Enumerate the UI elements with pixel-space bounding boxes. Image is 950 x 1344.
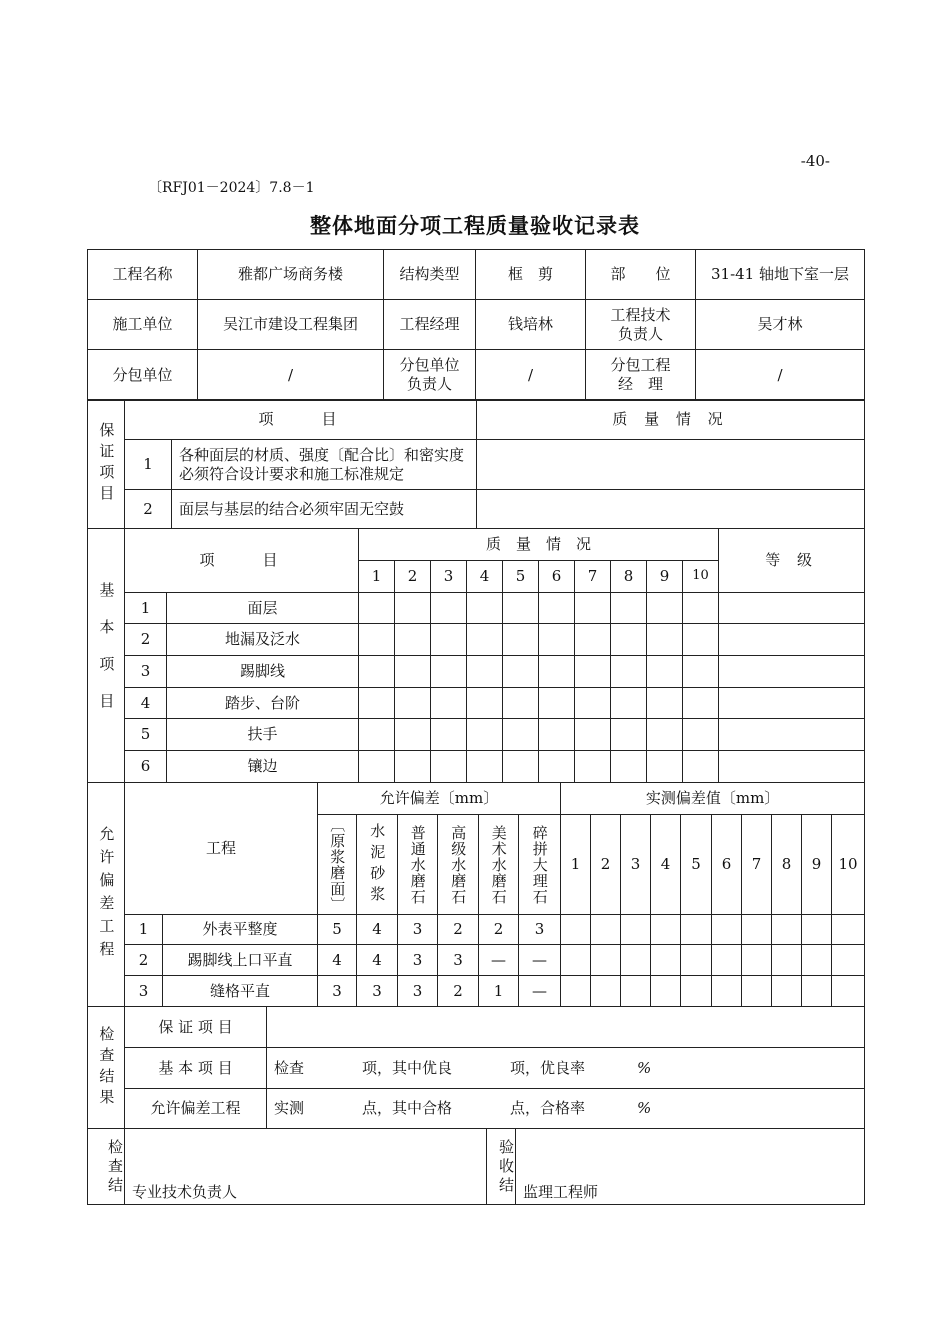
material-header: 高级水磨石 [438,815,479,915]
allowed-value: 3 [398,976,438,1007]
basic-col-header: 1 [359,561,395,593]
subcontractor-value: / [198,350,384,401]
allowed-value: 2 [479,915,519,945]
allowed-value: 1 [479,976,519,1007]
material-header: 〔原浆磨面〕 [318,815,357,915]
table-row [88,976,865,1007]
location-value: 31-41 轴地下室一层 [696,250,865,300]
basic-item-name: 镶边 [167,751,359,783]
basic-col-header: 5 [503,561,539,593]
allowed-value: 3 [318,976,357,1007]
allowed-value: 3 [357,976,398,1007]
basic-col-header: 9 [647,561,683,593]
basic-grade-header: 等 级 [719,529,865,593]
allowed-value: 3 [519,915,561,945]
guarantee-item-no: 1 [125,440,172,490]
measure-col-header: 2 [591,815,621,915]
table-row [88,751,865,783]
basic-quality-header: 质 量 情 况 [359,529,719,561]
guarantee-quality-cell [477,440,865,490]
check-conclusion-label: 检查结 [88,1129,125,1205]
basic-item-name: 地漏及泛水 [167,624,359,656]
measure-col-header: 7 [742,815,772,915]
allowed-value: — [519,945,561,976]
check-basic-summary [267,1048,865,1089]
measure-col-header: 10 [832,815,865,915]
basic-col-header: 7 [575,561,611,593]
allowed-value: 5 [318,915,357,945]
sub-lead-value: / [476,350,586,401]
measure-col-header: 3 [621,815,651,915]
guarantee-item-header: 项 目 [125,400,477,440]
measure-col-header: 9 [802,815,832,915]
check-basic-b: 项，其中优良 [362,1058,453,1077]
allowed-value: 2 [438,976,479,1007]
tech-lead-value: 吴才林 [696,300,865,350]
check-basic-a: 检查 [274,1058,305,1077]
measure-col-header: 8 [772,815,802,915]
signoff-table [87,1128,865,1205]
check-result-section-label: 检查结果 [88,1007,125,1129]
basic-item-name: 踢脚线 [167,656,359,688]
check-basic-pct: % [637,1058,652,1077]
material-header: 碎拼大理石 [519,815,561,915]
project-name-label: 工程名称 [88,250,198,300]
material-header: 水泥砂浆 [357,815,398,915]
supervisor-signature: 监理工程师 [516,1129,865,1205]
basic-item-no: 4 [125,688,167,719]
basic-col-header: 8 [611,561,647,593]
tolerance-item-no: 3 [125,976,163,1007]
basic-item-no: 3 [125,656,167,688]
check-tolerance-pct: % [637,1099,652,1118]
check-tolerance-summary [267,1089,865,1129]
tolerance-item-no: 2 [125,945,163,976]
allowed-value: 2 [438,915,479,945]
measured-deviation-header: 实测偏差值〔mm〕 [561,783,865,815]
tech-person-signature: 专业技术负责人 [125,1129,487,1205]
tolerance-item-name: 缝格平直 [163,976,318,1007]
basic-item-no: 5 [125,719,167,751]
tolerance-section-label: 允许偏差工程 [88,783,125,1007]
acceptance-conclusion-label: 验收结 [487,1129,516,1205]
allowed-value: 3 [398,915,438,945]
basic-col-header: 6 [539,561,575,593]
guarantee-quality-header: 质 量 情 况 [477,400,865,440]
basic-item-no: 6 [125,751,167,783]
check-tolerance-b: 点，其中合格 [362,1099,453,1118]
contractor-value: 吴江市建设工程集团 [198,300,384,350]
table-row [88,593,865,624]
allowed-value: — [479,945,519,976]
material-header: 普通水磨石 [398,815,438,915]
allowed-value: 3 [438,945,479,976]
basic-item-name: 面层 [167,593,359,624]
sub-lead-label: 分包单位负责人 [384,350,476,401]
basic-item-name: 扶手 [167,719,359,751]
project-manager-value: 钱培林 [476,300,586,350]
measure-col-header: 1 [561,815,591,915]
guarantee-item-text: 面层与基层的结合必须牢固无空鼓 [172,490,477,529]
allowed-value: 4 [357,945,398,976]
subcontractor-label: 分包单位 [88,350,198,401]
tolerance-item-name: 踢脚线上口平直 [163,945,318,976]
check-result-table [87,1006,865,1129]
check-tolerance-a: 实测 [274,1099,305,1118]
tolerance-item-no: 1 [125,915,163,945]
tech-lead-label: 工程技术负责人 [586,300,696,350]
table-row [88,945,865,976]
standard-code: 〔RFJ01－2024〕7.8－1 [148,180,315,196]
contractor-label: 施工单位 [88,300,198,350]
guarantee-item-no: 2 [125,490,172,529]
table-row [88,688,865,719]
sub-manager-label: 分包工程经 理 [586,350,696,401]
measure-col-header: 6 [712,815,742,915]
guarantee-item-text: 各种面层的材质、强度〔配合比〕和密实度必须符合设计要求和施工标准规定 [172,440,477,490]
sub-manager-value: / [696,350,865,401]
check-basic-label: 基 本 项 目 [125,1048,267,1089]
table-row [88,719,865,751]
basic-section-label: 基本项目 [88,529,125,783]
allowed-deviation-header: 允许偏差〔mm〕 [318,783,561,815]
structure-type-label: 结构类型 [384,250,476,300]
check-tolerance-c: 点，合格率 [510,1099,586,1118]
table-row [88,915,865,945]
project-manager-label: 工程经理 [384,300,476,350]
basic-col-header: 4 [467,561,503,593]
basic-col-header: 10 [683,561,719,593]
allowed-value: 4 [318,945,357,976]
basic-table [87,528,865,783]
tolerance-table [87,782,865,1007]
guarantee-section-label: 保证项目 [88,400,125,529]
guarantee-quality-cell [477,490,865,529]
table-row [88,656,865,688]
tolerance-item-name: 外表平整度 [163,915,318,945]
basic-item-header: 项 目 [125,529,359,593]
measure-col-header: 4 [651,815,681,915]
check-tolerance-label: 允许偏差工程 [125,1089,267,1129]
basic-item-no: 2 [125,624,167,656]
allowed-value: — [519,976,561,1007]
allowed-value: 4 [357,915,398,945]
basic-col-header: 3 [431,561,467,593]
check-guarantee-label: 保 证 项 目 [125,1007,267,1048]
structure-type-value: 框 剪 [476,250,586,300]
table-row [88,624,865,656]
guarantee-table [87,399,865,529]
project-name-value: 雅都广场商务楼 [198,250,384,300]
page-number: -40- [800,152,830,170]
document-title: 整体地面分项工程质量验收记录表 [310,214,640,238]
check-guarantee-value [267,1007,865,1048]
measure-col-header: 5 [681,815,712,915]
material-header: 美术水磨石 [479,815,519,915]
check-basic-c: 项，优良率 [510,1058,586,1077]
allowed-value: 3 [398,945,438,976]
tolerance-item-header: 工程 [125,783,318,915]
basic-col-header: 2 [395,561,431,593]
basic-item-name: 踏步、台阶 [167,688,359,719]
basic-item-no: 1 [125,593,167,624]
location-label: 部 位 [586,250,696,300]
header-table [87,249,865,401]
